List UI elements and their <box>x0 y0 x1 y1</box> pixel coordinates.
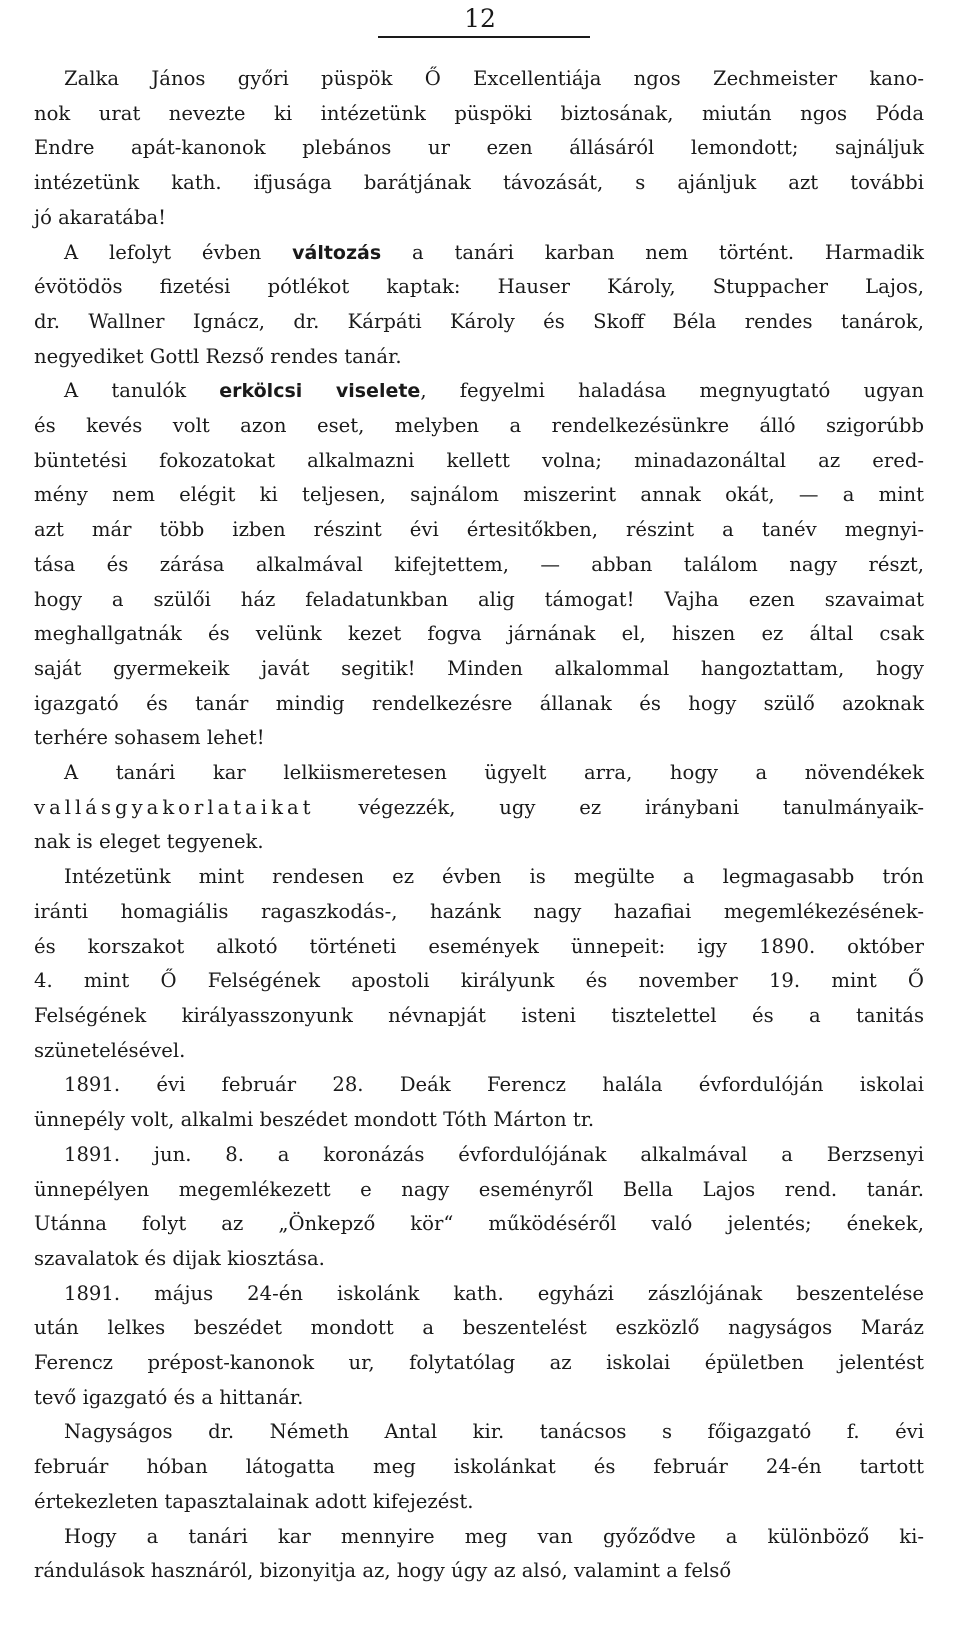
text-line: 4. mint Ő Felségének apostoli királyunk és november 19. mint Ő <box>34 969 924 993</box>
text-line: Zalka János győri püspök Ő Excellentiája ngos Zechmeister kano- <box>64 67 924 90</box>
text-line: szavalatok és dijak kiosztása. <box>34 1246 325 1270</box>
text-line: büntetési fokozatokat alkalmazni kellett volna; minadazonáltal az ered- <box>34 448 924 472</box>
text-line: A tanári kar lelkiismeretesen ügyelt arra, hogy a növendékek <box>64 761 924 785</box>
paragraph <box>34 1520 924 1589</box>
paragraph <box>34 1415 924 1519</box>
paragraph <box>34 860 924 1068</box>
text-line: terhére sohasem lehet! <box>34 726 265 750</box>
text-line: Intézetünk mint rendesen ez évben is megülte a legmagasabb trón <box>64 865 924 889</box>
text-line: rándulások hasznáról, bizonyitja az, hogy úgy az alsó, valamint a felső <box>34 1559 732 1583</box>
text-line: Felségének királyasszonyunk névnapját isteni tisztelettel és a tanitás <box>34 1003 924 1027</box>
text-line: iránti homagiális ragaszkodás-, hazánk nagy hazafiai megemlékezésének- <box>34 899 924 923</box>
text-line: tása és zárása alkalmával kifejtettem, — abban találom nagy részt, <box>34 552 924 576</box>
text-line: Endre apát-kanonok plebános ur ezen állásáról lemondott; sajnáljuk <box>34 136 924 160</box>
text-segment: a tanári karban nem történt. Harmadik <box>381 240 924 264</box>
text-line: ünnepély volt, alkalmi beszédet mondott Tóth Márton tr. <box>34 1108 595 1132</box>
text-line <box>34 791 924 826</box>
text-line: évötödös fizetési pótlékot kaptak: Hauser Károly, Stuppacher Lajos, <box>34 275 924 299</box>
text-segment: A lefolyt évben <box>64 240 293 264</box>
text-line: és korszakot alkotó történeti események ünnepeit: igy 1890. október <box>34 934 924 958</box>
paragraph <box>34 1068 924 1137</box>
page-number: 12 <box>464 4 496 33</box>
document-body <box>34 62 924 1589</box>
page-number-rule <box>378 36 590 38</box>
text-line: 1891. május 24-én iskolánk kath. egyházi zászlójának beszentelése <box>64 1281 924 1305</box>
text-line: február hóban látogatta meg iskolánkat és február 24-én tartott <box>34 1455 924 1479</box>
text-line: Hogy a tanári kar mennyire meg van győződve a különböző ki- <box>64 1524 924 1548</box>
paragraph <box>34 374 924 756</box>
text-line <box>34 374 924 409</box>
text-line: igazgató és tanár mindig rendelkezésre állanak és hogy szülő azoknak <box>34 691 924 715</box>
text-line: szünetelésével. <box>34 1038 186 1062</box>
emphasis-text: erkölcsi viselete <box>219 380 421 403</box>
text-line: és kevés volt azon eset, melyben a rendelkezésünkre álló szigorúbb <box>34 414 924 438</box>
text-line: ünnepélyen megemlékezett e nagy eseményről Bella Lajos rend. tanár. <box>34 1177 924 1201</box>
text-line: saját gyermekeik javát segitik! Minden alkalommal hangoztattam, hogy <box>34 656 924 680</box>
emphasis-text: változás <box>292 241 382 264</box>
paragraph <box>34 1277 924 1416</box>
text-line: Nagyságos dr. Németh Antal kir. tanácsos s főigazgató f. évi <box>64 1420 924 1444</box>
text-line: 1891. jun. 8. a koronázás évfordulójának alkalmával a Berzsenyi <box>64 1142 924 1166</box>
paragraph <box>34 1138 924 1277</box>
emphasis-text: vallásgyakorlataikat <box>34 795 315 819</box>
text-line: jó akaratába! <box>34 205 167 229</box>
text-line: meghallgatnák és velünk kezet fogva járnának el, hiszen ez által csak <box>34 622 924 646</box>
text-line: tevő igazgató és a hittanár. <box>34 1385 304 1409</box>
text-segment: , fegyelmi haladása megnyugtató ugyan <box>420 379 924 403</box>
paragraph <box>34 756 924 860</box>
text-line: értekezleten tapasztalainak adott kifejezést. <box>34 1489 474 1513</box>
text-line: intézetünk kath. ifjusága barátjának távozását, s ajánljuk azt további <box>34 171 924 195</box>
text-segment: A tanulók <box>64 379 220 403</box>
text-line: hogy a szülői ház feladatunkban alig támogat! Vajha ezen szavaimat <box>34 587 924 611</box>
text-line: nok urat nevezte ki intézetünk püspöki biztosának, miután ngos Póda <box>34 101 924 125</box>
text-line: nak is eleget tegyenek. <box>34 830 264 854</box>
text-line: mény nem elégit ki teljesen, sajnálom miszerint annak okát, — a mint <box>34 483 924 507</box>
paragraph <box>34 62 924 236</box>
text-line: azt már több izben részint évi értesitőkben, részint a tanév megnyi- <box>34 518 924 542</box>
text-line: Ferencz prépost-kanonok ur, folytatólag az iskolai épületben jelentést <box>34 1351 924 1375</box>
text-line: 1891. évi február 28. Deák Ferencz halála évfordulóján iskolai <box>64 1073 924 1097</box>
text-line: negyediket Gottl Rezső rendes tanár. <box>34 344 402 368</box>
text-line: után lelkes beszédet mondott a beszentelést eszközlő nagyságos Maráz <box>34 1316 924 1340</box>
paragraph <box>34 236 924 375</box>
text-line: dr. Wallner Ignácz, dr. Kárpáti Károly és Skoff Béla rendes tanárok, <box>34 309 924 333</box>
text-segment: végezzék, ugy ez iránybani tanulmányaik- <box>314 795 924 819</box>
text-line <box>34 236 924 271</box>
text-line: Utánna folyt az „Önkepző kör“ működéséről való jelentés; énekek, <box>34 1212 924 1236</box>
